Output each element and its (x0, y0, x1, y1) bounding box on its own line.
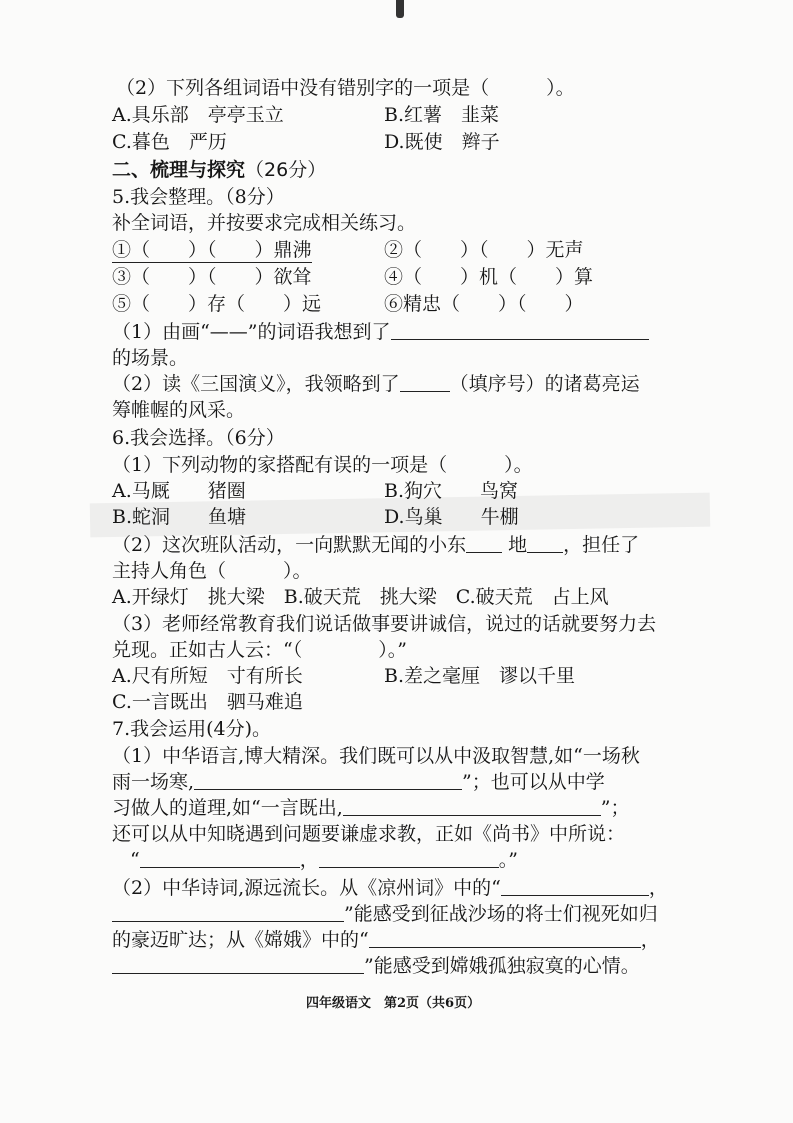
q7-sub1-line-2 (112, 770, 605, 794)
q7-sub2-prefix: （2）中华诗词,源远流长。从《凉州词》中的“ (112, 877, 501, 899)
q7-blank-8[interactable] (112, 955, 364, 974)
q7-quote-open: “ (130, 849, 140, 871)
q5-sub2-prefix: （2）读《三国演义》，我领略到了 (112, 373, 400, 395)
q6-sub3-option-c: C.一言既出 驷马难追 (112, 691, 303, 713)
q7-blank-3[interactable] (140, 849, 300, 868)
q6-sub1-option-a: A.马厩 猪圈 (112, 480, 246, 502)
section-2-heading (112, 158, 326, 182)
q4-2-stem: （2）下列各组词语中没有错别字的一项是（ ）。 (116, 77, 575, 99)
q7-sub2-line-3-comma: ， (640, 929, 660, 951)
q7-comma: ， (299, 849, 319, 871)
q5-sub1-line (112, 320, 649, 344)
q6-title: 6.我会选择。（6分） (112, 427, 285, 449)
q7-sub2-line-4 (112, 954, 640, 978)
q5-sub2-mid: （填序号）的诸葛亮运 (449, 373, 640, 395)
q5-sub2-answer-blank[interactable] (400, 373, 450, 392)
q7-sub1-line-4: 还可以从中知晓遇到问题要谦虚求教，正如《尚书》中所说： (112, 823, 626, 845)
binder-mark (396, 0, 404, 18)
q7-blank-6[interactable] (112, 903, 344, 922)
q7-sub2-line-4-text: ”能感受到嫦娥孤独寂寞的心情。 (364, 955, 640, 977)
q7-sub2-comma: ， (648, 877, 668, 899)
q6-sub2-mid: 地 (508, 534, 528, 556)
q6-sub3-stem-2: 兑现。正如古人云：“（ ）。” (112, 639, 407, 661)
q6-sub3-option-a: A.尺有所短 寸有所长 (112, 665, 303, 687)
q7-sub1-line-5 (130, 848, 518, 872)
q6-sub2-suffix: ，担任了 (563, 534, 640, 556)
q6-sub3-option-b: B.差之毫厘 谬以千里 (384, 665, 576, 687)
q5-item-4: ④（ ）机（ ）算 (384, 266, 594, 288)
q7-blank-4[interactable] (319, 849, 499, 868)
q4-2-option-b: B.红薯 韭菜 (384, 104, 500, 126)
q5-item-2: ②（ ）（ ）无声 (384, 239, 584, 261)
q4-2-option-c: C.暮色 严历 (112, 131, 227, 153)
section-2-score: （26分） (245, 159, 327, 181)
q7-sub1-line-3-prefix: 习做人的道理,如“一言既出, (112, 797, 343, 819)
q7-sub1-line-2-suffix: ”；也可以从中学 (462, 771, 605, 793)
q6-sub2-blank-1[interactable] (466, 534, 502, 553)
q7-quote-close: 。” (498, 849, 518, 871)
q5-item-5: ⑤（ ）存（ ）远 (112, 293, 322, 315)
q7-title: 7.我会运用(4分)。 (112, 718, 272, 740)
q5-sub1-suffix: 的场景。 (112, 347, 189, 369)
q7-sub1-line-2-prefix: 雨一场寒, (112, 771, 195, 793)
q5-sub2-suffix: 筹帷幄的风采。 (112, 399, 246, 421)
q6-sub1-option-d: D.鸟巢 牛棚 (384, 506, 519, 528)
q5-item-1: ①（ ）（ ）鼎沸 (112, 239, 312, 261)
q7-sub2-line-3 (112, 928, 660, 952)
q7-sub2-line-2 (112, 902, 658, 926)
q6-sub2-role: 主持人角色（ ）。 (112, 560, 312, 582)
q5-item-3: ③（ ）（ ）欲耸 (112, 266, 312, 288)
section-2-title: 二、梳理与探究 (112, 159, 246, 181)
q5-sub1-answer-blank[interactable] (391, 321, 649, 340)
q6-sub2-blank-2[interactable] (527, 534, 563, 553)
q5-title: 5.我会整理。（8分） (112, 186, 285, 208)
q4-2-option-a: A.具乐部 亭亭玉立 (112, 104, 284, 126)
q7-blank-2[interactable] (343, 797, 601, 816)
q6-sub1-option-b: B.狗穴 鸟窝 (384, 480, 519, 502)
q6-sub1-option-c: B.蛇洞 鱼塘 (112, 506, 247, 528)
q7-sub2-line-3-prefix: 的豪迈旷达；从《嫦娥》中的“ (112, 929, 369, 951)
q6-sub2-line (112, 533, 639, 557)
q4-2-option-d: D.既使 辫子 (384, 131, 500, 153)
q6-sub2-options: A.开绿灯 挑大梁 B.破天荒 挑大梁 C.破天荒 占上风 (112, 586, 609, 608)
q5-item-6: ⑥精忠（ ）（ ） (384, 293, 584, 315)
q7-blank-1[interactable] (194, 771, 462, 790)
q7-sub1-line-3-suffix: ”； (600, 797, 630, 819)
q6-sub2-prefix: （2）这次班队活动，一向默默无闻的小东 (112, 534, 467, 556)
q7-blank-7[interactable] (369, 929, 641, 948)
q6-sub1-stem: （1）下列动物的家搭配有误的一项是（ ）。 (112, 454, 533, 476)
q7-blank-5[interactable] (501, 877, 649, 896)
q5-sub1-prefix: （1）由画“——”的词语我想到了 (112, 321, 391, 343)
q5-instruction: 补全词语，并按要求完成相关练习。 (112, 212, 417, 234)
q7-sub1-line-1: （1）中华语言,博大精深。我们既可以从中汲取智慧,如“一场秋 (112, 745, 640, 767)
q6-sub3-stem: （3）老师经常教育我们说话做事要讲诚信，说过的话就要努力去 (112, 613, 657, 635)
page-footer: 四年级语文 第2页（共6页） (306, 996, 481, 1011)
q5-sub2-line (112, 372, 640, 396)
q7-sub1-line-3 (112, 796, 630, 820)
q7-sub2-line-1 (112, 876, 668, 900)
q7-sub2-line-2-text: ”能感受到征战沙场的将士们视死如归 (344, 903, 658, 925)
